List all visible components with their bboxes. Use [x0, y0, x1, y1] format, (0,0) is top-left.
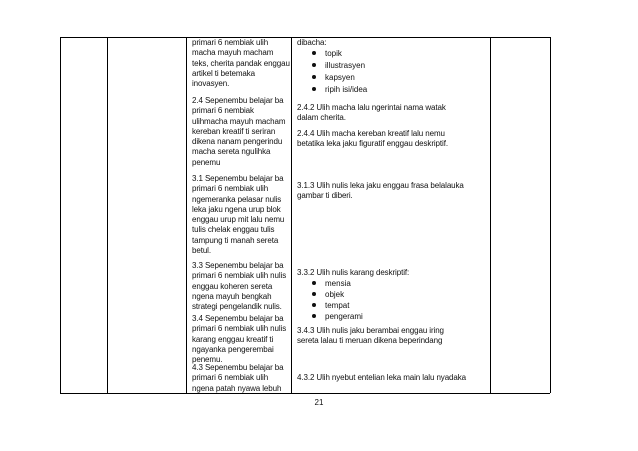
bullet-objek: objek	[312, 290, 344, 300]
objective-2-4-4: 2.4.4 Ulih macha kereban kreatif lalu nemu betatika leka jaku figuratif enggau deskriptif.	[297, 129, 448, 149]
objective-4-3-2: 4.3.2 Ulih nyebut entelian leka main lalu nyadaka	[297, 373, 466, 382]
table-border-bottom	[60, 393, 550, 394]
bullet-tempat: tempat	[312, 301, 349, 311]
standard-3-3: 3.3 Sepenembu belajar ba primari 6 nembiak ulih nulis enggau koheren sereta ngena mayuh bengkah strategi pengelandik nulis.	[192, 261, 287, 312]
column-divider-4	[490, 37, 491, 393]
column-divider-2	[186, 37, 187, 393]
bullet-mensia: mensia	[312, 279, 351, 289]
bullet-pengerami: pengerami	[312, 312, 363, 322]
objective-2-4-2: 2.4.2 Ulih macha lalu ngerintai nama watak dalam cherita.	[297, 103, 446, 123]
standard-3-4: 3.4 Sepenembu belajar ba primari 6 nembiak ulih nulis karang enggau kreatif ti ngayanka pengerembai penemu.	[192, 314, 287, 365]
table-border-left	[60, 37, 61, 393]
standard-4-3: 4.3 Sepenembu belajar ba primari 6 nembiak ulih ngena patah nyawa lebuh	[192, 363, 284, 393]
column-divider-3	[291, 37, 292, 393]
objective-3-1-3: 3.1.3 Ulih nulis leka jaku enggau frasa belalauka gambar ti diberi.	[297, 181, 464, 201]
objective-3-3-2: 3.3.2 Ulih nulis karang deskriptif:	[297, 268, 410, 277]
bullet-kapsyen: kapsyen	[312, 73, 355, 83]
page-number: 21	[314, 398, 324, 407]
objective-3-4-3: 3.4.3 Ulih nulis jaku berambai enggau iring sereta lalau ti meruan dikena beperindang	[297, 326, 444, 346]
standard-3-1: 3.1 Sepenembu belajar ba primari 6 nembiak ulih ngemeranka pelasar nulis leka jaku ngena urup blok enggau urup mit lalu nemu tulis chelak enggau tulis tampung ti manah sereta betul.	[192, 174, 285, 256]
standard-continued: primari 6 nembiak ulih macha mayuh macham teks, cherita pandak enggau artikel ti betemaka inovasyen.	[192, 38, 290, 89]
standard-2-4: 2.4 Sepenembu belajar ba primari 6 nembiak ulihmacha mayuh macham kereban kreatif ti seriran dikena nanam pengerindu macha sereta ngulihka penemu	[192, 96, 286, 167]
bullet-illustrasyen: illustrasyen	[312, 61, 365, 71]
bullet-ripih: ripih isi/idea	[312, 85, 367, 95]
table-border-right	[550, 37, 551, 393]
bullet-topik: topik	[312, 49, 342, 59]
dibacha-label: dibacha:	[297, 38, 327, 47]
column-divider-1	[107, 37, 108, 393]
